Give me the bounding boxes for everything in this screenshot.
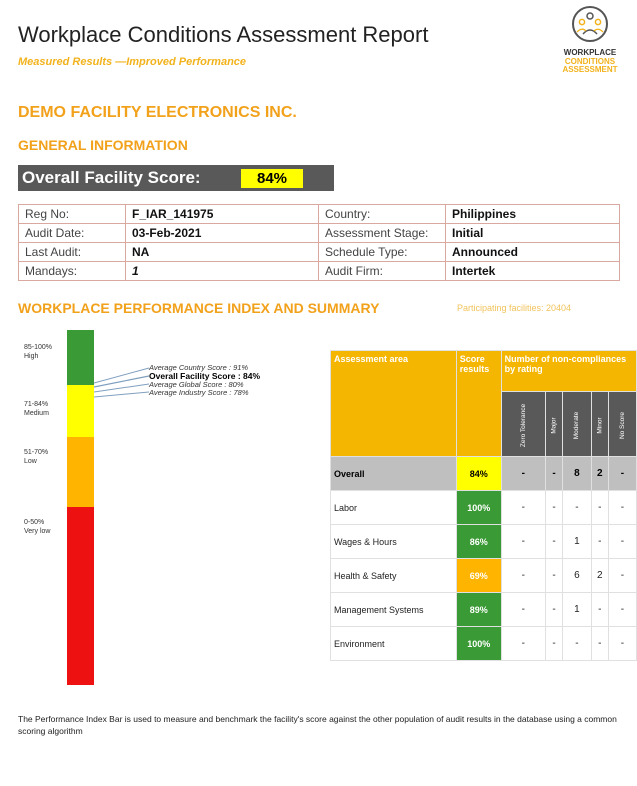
nc-count: - bbox=[501, 457, 545, 491]
assessment-area: Overall bbox=[331, 457, 457, 491]
nc-count: - bbox=[591, 491, 608, 525]
nc-count: 1 bbox=[563, 525, 591, 559]
band-range: 0-50% bbox=[24, 519, 45, 526]
facility-name: DEMO FACILITY ELECTRONICS INC. bbox=[18, 104, 297, 121]
band-name: Medium bbox=[24, 410, 49, 417]
band-label-high bbox=[24, 343, 52, 361]
footnote: The Performance Index Bar is used to measure and benchmark the facility's score against the other population of audit results in the database using a common scoring algorithm bbox=[18, 714, 617, 736]
header-score bbox=[456, 351, 501, 457]
info-value: 03-Feb-2021 bbox=[126, 224, 319, 243]
nc-count: - bbox=[591, 593, 608, 627]
rating-header bbox=[563, 392, 591, 457]
nc-count: - bbox=[608, 457, 636, 491]
nc-count: - bbox=[545, 457, 562, 491]
nc-count: - bbox=[563, 491, 591, 525]
info-key: Mandays: bbox=[19, 262, 126, 281]
results-row bbox=[331, 559, 637, 593]
rating-label: Moderate bbox=[573, 411, 581, 440]
rating-label: Minor bbox=[596, 417, 604, 434]
results-table bbox=[330, 350, 637, 661]
info-key: Country: bbox=[319, 205, 446, 224]
nc-count: - bbox=[501, 593, 545, 627]
nc-count: 6 bbox=[563, 559, 591, 593]
score-cell: 69% bbox=[456, 559, 501, 593]
report-subtitle: Measured Results —Improved Performance bbox=[18, 56, 247, 68]
nc-count: 1 bbox=[563, 593, 591, 627]
nc-count: - bbox=[608, 627, 636, 661]
results-row bbox=[331, 525, 637, 559]
info-key: Schedule Type: bbox=[319, 243, 446, 262]
results-row bbox=[331, 627, 637, 661]
rating-header bbox=[608, 392, 636, 457]
assessment-area: Wages & Hours bbox=[331, 525, 457, 559]
band-medium bbox=[67, 385, 94, 437]
info-row bbox=[19, 224, 620, 243]
annot-facility: Overall Facility Score : 84% bbox=[149, 371, 261, 381]
nc-count: - bbox=[501, 627, 545, 661]
assessment-area: Environment bbox=[331, 627, 457, 661]
header-area bbox=[331, 351, 457, 457]
info-key: Last Audit: bbox=[19, 243, 126, 262]
info-row bbox=[19, 205, 620, 224]
info-value: Intertek bbox=[446, 262, 620, 281]
nc-count: - bbox=[545, 627, 562, 661]
nc-count: - bbox=[608, 593, 636, 627]
band-label-low bbox=[24, 448, 48, 466]
logo-line-1: WORKPLACE bbox=[563, 48, 617, 57]
logo-line-2: CONDITIONS bbox=[564, 56, 616, 66]
header-score-text: Score results bbox=[459, 354, 490, 374]
assessment-area: Health & Safety bbox=[331, 559, 457, 593]
rating-label: No Score bbox=[618, 411, 626, 440]
participating-facilities: Participating facilities: 20404 bbox=[457, 303, 572, 313]
nc-count: - bbox=[591, 627, 608, 661]
band-name: Very low bbox=[24, 528, 51, 535]
people-circle-icon bbox=[570, 4, 610, 44]
score-cell: 100% bbox=[456, 627, 501, 661]
nc-count: - bbox=[501, 525, 545, 559]
info-value: Philippines bbox=[446, 205, 620, 224]
nc-count: - bbox=[545, 559, 562, 593]
score-cell: 100% bbox=[456, 491, 501, 525]
nc-count: - bbox=[608, 559, 636, 593]
score-pointer-lines bbox=[94, 360, 150, 410]
wca-logo bbox=[548, 4, 632, 84]
annot-industry: Average Industry Score : 78% bbox=[149, 388, 249, 397]
assessment-area: Labor bbox=[331, 491, 457, 525]
rating-header bbox=[591, 392, 608, 457]
info-row bbox=[19, 262, 620, 281]
band-range: 85-100% bbox=[24, 344, 53, 351]
nc-count: 2 bbox=[591, 457, 608, 491]
band-low bbox=[67, 437, 94, 507]
info-value: Initial bbox=[446, 224, 620, 243]
nc-count: - bbox=[591, 525, 608, 559]
band-range: 71-84% bbox=[24, 401, 49, 408]
info-key: Audit Firm: bbox=[319, 262, 446, 281]
nc-count: - bbox=[545, 525, 562, 559]
info-value: F_IAR_141975 bbox=[126, 205, 319, 224]
nc-count: 2 bbox=[591, 559, 608, 593]
rating-header bbox=[501, 392, 545, 457]
results-row bbox=[331, 457, 637, 491]
nc-count: 8 bbox=[563, 457, 591, 491]
nc-count: - bbox=[501, 491, 545, 525]
info-row bbox=[19, 243, 620, 262]
band-label-very-low bbox=[24, 518, 50, 536]
section-title-general: GENERAL INFORMATION bbox=[18, 137, 188, 153]
annot-global: Average Global Score : 80% bbox=[149, 380, 244, 389]
info-value: NA bbox=[126, 243, 319, 262]
overall-score-label: Overall Facility Score: bbox=[22, 168, 201, 187]
info-value: Announced bbox=[446, 243, 620, 262]
section-title-wpi: WORKPLACE PERFORMANCE INDEX AND SUMMARY bbox=[18, 300, 380, 316]
logo-line-3: ASSESSMENT bbox=[562, 65, 618, 74]
nc-count: - bbox=[501, 559, 545, 593]
score-cell: 89% bbox=[456, 593, 501, 627]
overall-score-value: 84% bbox=[241, 169, 303, 188]
results-row bbox=[331, 491, 637, 525]
header-nc-text: Number of non-compliances by rating bbox=[504, 354, 627, 374]
nc-count: - bbox=[563, 627, 591, 661]
annot-country: Average Country Score : 91% bbox=[149, 363, 249, 372]
band-range: 51-70% bbox=[24, 449, 49, 456]
nc-count: - bbox=[608, 491, 636, 525]
band-high bbox=[67, 330, 94, 385]
info-value: 1 bbox=[126, 262, 319, 281]
nc-count: - bbox=[545, 593, 562, 627]
rating-label: Zero Tolerance bbox=[519, 403, 527, 448]
score-cell: 86% bbox=[456, 525, 501, 559]
nc-count: - bbox=[545, 491, 562, 525]
rating-header bbox=[545, 392, 562, 457]
general-info-table bbox=[18, 204, 620, 281]
overall-score-banner bbox=[18, 165, 334, 191]
assessment-area: Management Systems bbox=[331, 593, 457, 627]
band-name: Low bbox=[24, 458, 37, 465]
band-very-low bbox=[67, 507, 94, 685]
header-area-text: Assessment area bbox=[334, 354, 409, 364]
score-cell: 84% bbox=[456, 457, 501, 491]
header-nc bbox=[501, 351, 636, 392]
info-key: Audit Date: bbox=[19, 224, 126, 243]
nc-count: - bbox=[608, 525, 636, 559]
report-title: Workplace Conditions Assessment Report bbox=[18, 22, 429, 47]
rating-label: Major bbox=[550, 417, 558, 434]
info-key: Reg No: bbox=[19, 205, 126, 224]
results-row bbox=[331, 593, 637, 627]
band-name: High bbox=[24, 353, 39, 360]
info-key: Assessment Stage: bbox=[319, 224, 446, 243]
band-label-medium bbox=[24, 400, 49, 418]
